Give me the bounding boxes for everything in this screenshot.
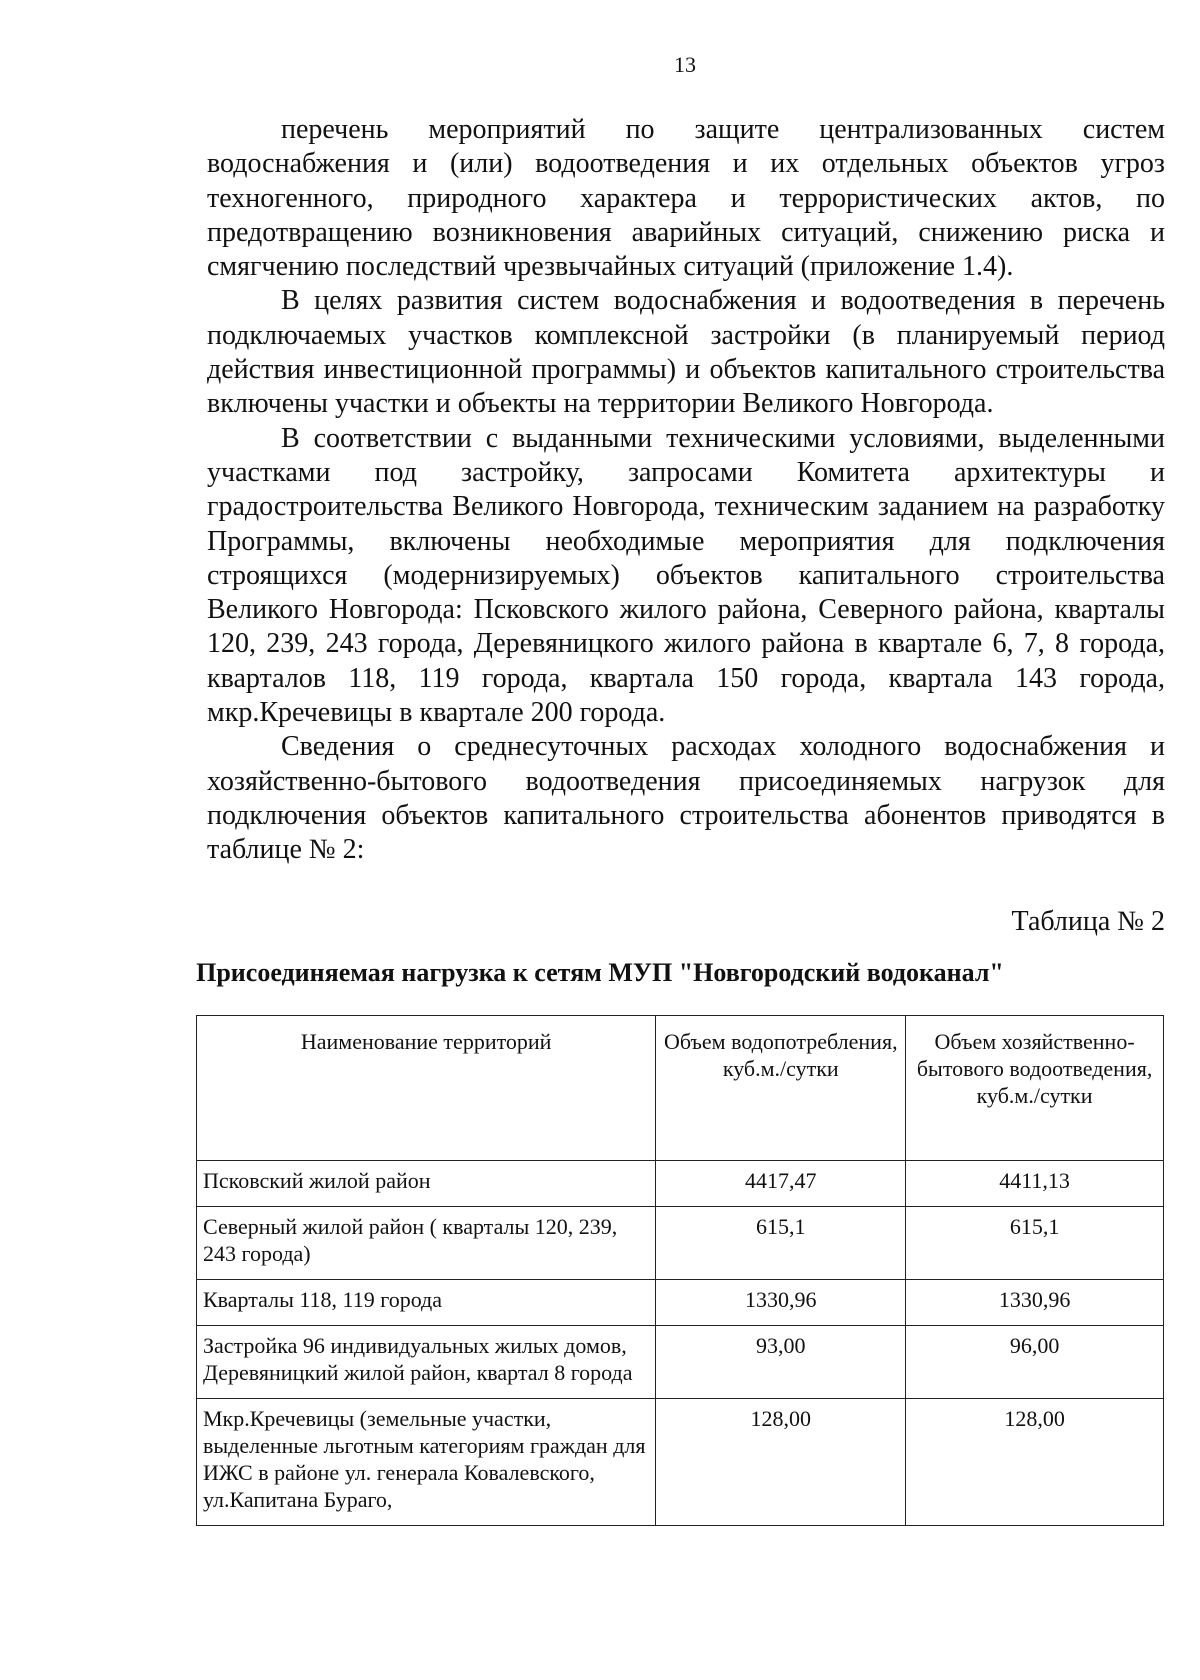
sewage-volume: 96,00	[906, 1326, 1164, 1399]
water-volume: 615,1	[656, 1207, 906, 1280]
water-volume: 93,00	[656, 1326, 906, 1399]
table-row	[197, 1280, 1164, 1326]
paragraph-1: перечень мероприятий по защите централизованных систем водоснабжения и (или) водоотведения и их отдельных объектов угроз техногенного, природного характера и террористических актов, по предотвращению возникновения аварийных ситуаций, снижению риска и смягчению последствий чрезвычайных ситуаций (приложение 1.4).	[207, 114, 1165, 283]
paragraph-3: В соответствии с выданными техническими условиями, выделенными участками под застройку, запросами Комитета архитектуры и градостроительства Великого Новгорода, техническим заданием на разработку Программы, включены необходимые мероприятия для подключения строящихся (модернизируемых) объектов капитального строительства Великого Новгорода: Псковского жилого района, Северного района, кварталы 120, 239, 243 города, Деревяницкого жилого района в квартале 6, 7, 8 города, кварталов 118, 119 города, квартала 150 города, квартала 143 города, мкр.Кречевицы в квартале 200 города.	[207, 422, 1165, 729]
sewage-volume: 4411,13	[906, 1161, 1164, 1207]
sewage-volume: 615,1	[906, 1207, 1164, 1280]
territory-name: Кварталы 118, 119 города	[197, 1280, 656, 1326]
paragraph-4: Сведения о среднесуточных расходах холодного водоснабжения и хозяйственно-бытового водоотведения присоединяемых нагрузок для подключения объектов капитального строительства абонентов приводятся в таблице № 2:	[207, 731, 1165, 866]
territory-name: Псковский жилой район	[197, 1161, 656, 1207]
header-water-consumption: Объем водопотребления, куб.м./сутки	[656, 1016, 906, 1161]
table-header-row	[197, 1016, 1164, 1161]
table-row	[197, 1207, 1164, 1280]
page-number: 13	[674, 52, 696, 77]
table-row	[197, 1399, 1164, 1526]
table-row	[197, 1326, 1164, 1399]
territory-name: Мкр.Кречевицы (земельные участки, выделенные льготным категориям граждан для ИЖС в районе ул. генерала Ковалевского, ул.Капитана Бураго,	[197, 1399, 656, 1526]
header-sewage-volume: Объем хозяйственно-бытового водоотведения, куб.м./сутки	[906, 1016, 1164, 1161]
water-volume: 1330,96	[656, 1280, 906, 1326]
water-volume: 4417,47	[656, 1161, 906, 1207]
sewage-volume: 1330,96	[906, 1280, 1164, 1326]
load-table	[196, 1015, 1164, 1526]
table-row	[197, 1161, 1164, 1207]
sewage-volume: 128,00	[906, 1399, 1164, 1526]
territory-name: Северный жилой район ( кварталы 120, 239, 243 города)	[197, 1207, 656, 1280]
water-volume: 128,00	[656, 1399, 906, 1526]
territory-name: Застройка 96 индивидуальных жилых домов, Деревяницкий жилой район, квартал 8 города	[197, 1326, 656, 1399]
header-territory: Наименование территорий	[197, 1016, 656, 1161]
table-title: Присоединяемая нагрузка к сетям МУП "Новгородский водоканал"	[196, 958, 1004, 987]
paragraph-2: В целях развития систем водоснабжения и водоотведения в перечень подключаемых участков комплексной застройки (в планируемый период действия инвестиционной программы) и объектов капитального строительства включены участки и объекты на территории Великого Новгорода.	[207, 285, 1165, 420]
table-label: Таблица № 2	[1011, 906, 1165, 937]
body-text	[207, 113, 1165, 868]
